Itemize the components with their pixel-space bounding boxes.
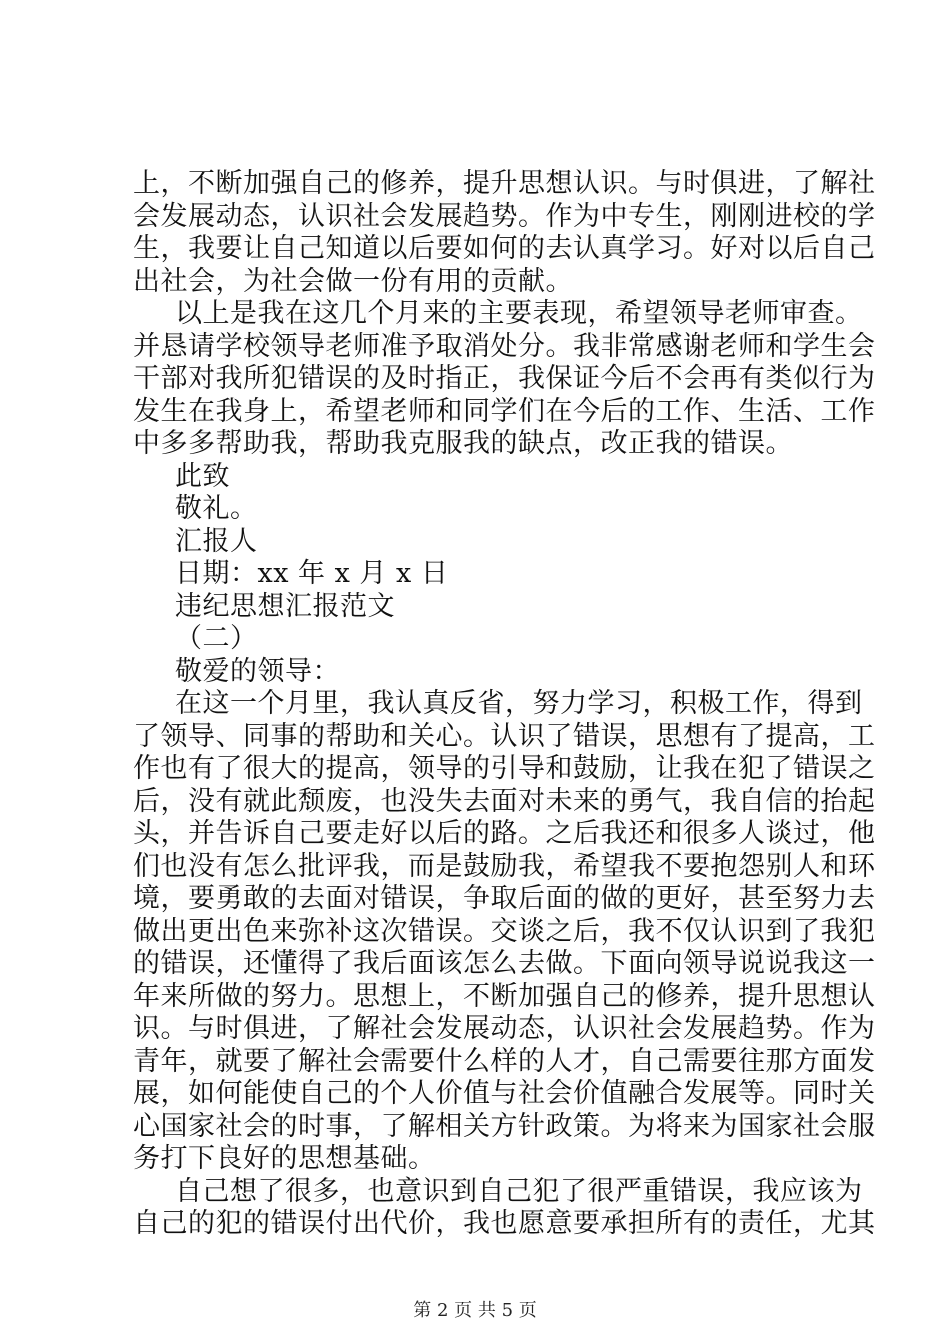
text-line: 在这一个月里，我认真反省，努力学习，积极工作，得到 [175, 688, 863, 719]
text-line: 了领导、同事的帮助和关心。认识了错误，思想有了提高，工 [133, 720, 876, 752]
text-line: 干部对我所犯错误的及时指正，我保证今后不会再有类似行为 [133, 363, 876, 394]
text-line: 出社会，为社会做一份有用的贡献。 [133, 265, 573, 297]
text-line: 境，要勇敢的去面对错误，争取后面的做的更好，甚至努力去 [133, 883, 876, 914]
salutation-line: 敬礼。 [175, 493, 258, 524]
section-title: 违纪思想汇报范文 [175, 590, 395, 622]
section-number: （二） [175, 623, 258, 654]
text-line: 中多多帮助我，帮助我克服我的缺点，改正我的错误。 [133, 428, 793, 459]
text-line: 发生在我身上，希望老师和同学们在今后的工作、生活、工作 [133, 395, 876, 427]
text-line: 做出更出色来弥补这次错误。交谈之后，我不仅认识到了我犯 [133, 915, 876, 947]
date-line: 日期：xx 年 x 月 x 日 [175, 558, 449, 589]
document-body [133, 168, 876, 1241]
text-line: 作也有了很大的提高，领导的引导和鼓励，让我在犯了错误之 [133, 753, 876, 784]
text-line: 务打下良好的思想基础。 [133, 1143, 436, 1174]
greeting-line: 敬爱的领导： [175, 655, 340, 687]
salutation-line: 此致 [175, 460, 230, 492]
text-line: 的错误，还懂得了我后面该怎么去做。下面向领导说说我这一 [133, 948, 876, 979]
text-line: 展，如何能使自己的个人价值与社会价值融合发展等。同时关 [133, 1078, 876, 1109]
text-line: 们也没有怎么批评我，而是鼓励我，希望我不要抱怨别人和环 [133, 850, 876, 882]
text-line: 年来所做的努力。思想上，不断加强自己的修养，提升思想认 [133, 980, 876, 1012]
text-line: 以上是我在这几个月来的主要表现，希望领导老师审查。 [175, 298, 863, 329]
text-line: 自己想了很多，也意识到自己犯了很严重错误，我应该为 [175, 1175, 863, 1207]
signature-line: 汇报人 [175, 525, 258, 557]
text-line: 生，我要让自己知道以后要如何的去认真学习。好对以后自己 [133, 233, 876, 264]
text-line: 青年，就要了解社会需要什么样的人才，自己需要往那方面发 [133, 1045, 876, 1077]
page-number-footer: 第 2 页 共 5 页 [413, 1300, 537, 1321]
text-line: 心国家社会的时事，了解相关方针政策。为将来为国家社会服 [133, 1110, 876, 1142]
text-line: 识。与时俱进，了解社会发展动态，认识社会发展趋势。作为 [133, 1013, 876, 1044]
text-line: 后，没有就此颓废，也没失去面对未来的勇气，我自信的抬起 [133, 785, 876, 817]
text-line: 并恳请学校领导老师准予取消处分。我非常感谢老师和学生会 [133, 330, 876, 362]
text-line: 头，并告诉自己要走好以后的路。之后我还和很多人谈过，他 [133, 818, 876, 849]
text-line: 自己的犯的错误付出代价，我也愿意要承担所有的责任，尤其 [133, 1208, 876, 1239]
text-line: 会发展动态，认识社会发展趋势。作为中专生，刚刚进校的学 [133, 200, 876, 232]
text-line: 上，不断加强自己的修养，提升思想认识。与时俱进，了解社 [133, 168, 876, 199]
